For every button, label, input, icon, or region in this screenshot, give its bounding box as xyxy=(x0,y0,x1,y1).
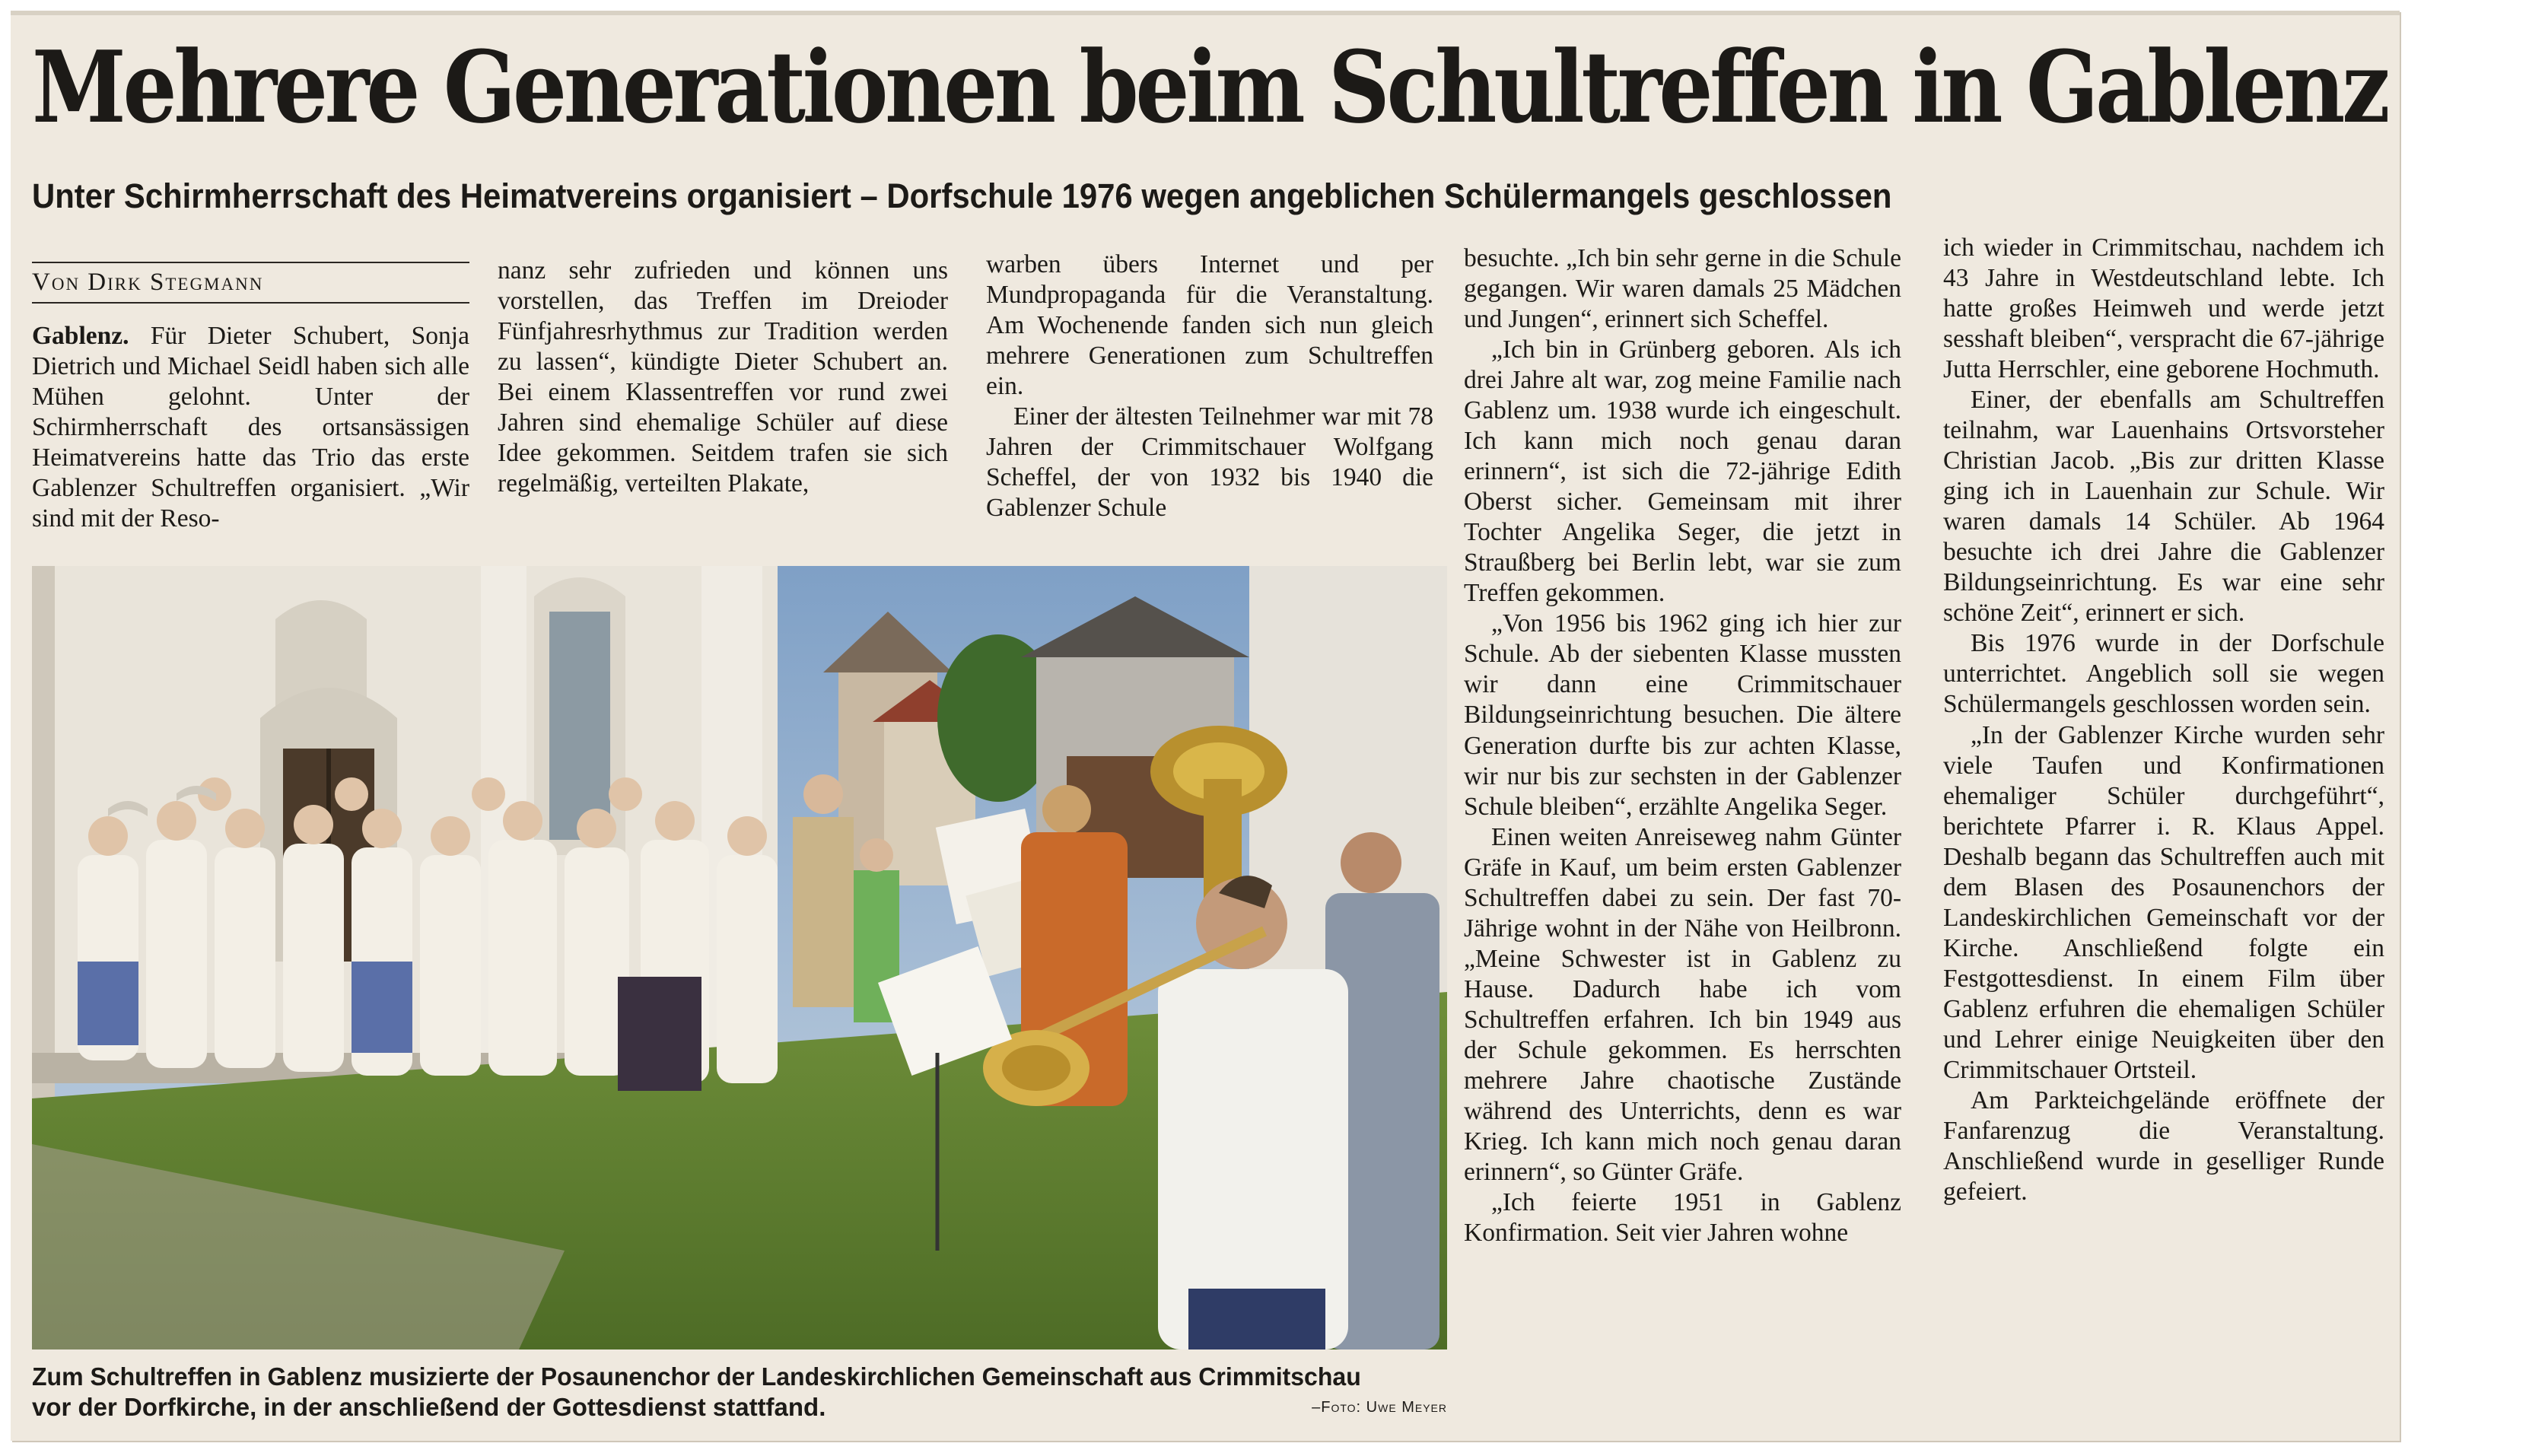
paragraph: „In der Gablenzer Kirche wurden sehr viele Taufen und Konfirmationen ehemaliger Schüler durchgeführt“, berichtete Pfarrer i. R. Klaus Appel. Deshalb begann das Schultreffen auch mit dem Blasen des Posaunenchors der Landeskirchlichen Gemeinschaft vor der Kirche. Anschließend folgte ein Festgottesdienst. In einem Film über Gablenz erfuhren die ehemaligen Schüler und Lehrer einige Neuigkeiten über den Crimmitschauer Ortsteil. xyxy=(1943,720,2384,1084)
headline: Mehrere Generationen beim Schultreffen in Gablenz xyxy=(32,29,2387,145)
paragraph: Am Parkteichgelände eröffnete der Fanfarenzug die Veranstaltung. Anschließend wurde in geselliger Runde gefeiert. xyxy=(1943,1086,2384,1206)
paragraph: ich wieder in Crimmitschau, nachdem ich 43 Jahre in Westdeutschland lebte. Ich hatte großes Heimweh und werde jetzt sesshaft bleiben“, verspracht die 67-jährige Jutta Herrschler, eine geborene Hochmuth. xyxy=(1943,234,2384,384)
column-3 xyxy=(986,250,1433,523)
column-2 xyxy=(498,256,948,499)
column-5 xyxy=(1943,233,2384,1207)
dateline: Gablenz. xyxy=(32,322,129,350)
paragraph: Bis 1976 wurde in der Dorfschule unterrichtet. Angeblich soll sie wegen Schülermangels geschlossen worden sein. xyxy=(1943,629,2384,719)
paragraph: Einer, der ebenfalls am Schultreffen teilnahm, war Lauenhains Ortsvorsteher Christian Jacob. „Bis zur dritten Klasse ging ich in Lauenhain zur Schule. Wir waren damals 14 Schüler. Ab 1964 besuchte ich drei Jahre die Gablenzer Bildungseinrichtung. Es war eine sehr schöne Zeit“, erinnert er sich. xyxy=(1943,386,2384,628)
newspaper-clipping xyxy=(11,11,2400,1441)
column-1 xyxy=(32,321,469,534)
paragraph: „Ich bin in Grünberg geboren. Als ich drei Jahre alt war, zog meine Familie nach Gablenz um. 1938 wurde ich eingeschult. Ich kann mich noch genau daran erinnern“, ist sich die 72-jährige Edith Oberst sicher. Gemeinsam mit ihrer Tochter Angelika Seger, die jetzt in Straußberg bei Berlin lebt, war sie zum Treffen gekommen. xyxy=(1464,335,1901,608)
paragraph: „Von 1956 bis 1962 ging ich hier zur Schule. Ab der siebenten Klasse mussten wir dann eine Crimmitschauer Bildungseinrichtung besuchen. Die ältere Generation durfte bis zur achten Klasse, wir nur bis zur sechsten in der Gablenzer Schule bleiben“, erzählte Angelika Seger. xyxy=(1464,609,1901,821)
paragraph: warben übers Internet und per Mundpropaganda für die Veranstaltung. Am Wochenende fanden sich nun gleich mehrere Generationen zum Schultreffen ein. xyxy=(986,250,1433,401)
subheadline: Unter Schirmherrschaft des Heimatvereins organisiert – Dorfschule 1976 wegen angeblichen Schülermangels geschlossen xyxy=(32,176,1892,215)
paragraph: „Ich feierte 1951 in Gablenz Konfirmation. Seit vier Jahren wohne xyxy=(1464,1187,1901,1247)
byline: Von Dirk Stegmann xyxy=(32,262,469,304)
column-4 xyxy=(1464,243,1901,1248)
paragraph xyxy=(32,321,469,534)
photo-caption xyxy=(32,1362,1447,1423)
caption-line: vor der Dorfkirche, in der anschließend der Gottesdienst stattfand. xyxy=(32,1393,826,1422)
paragraph: Einen weiten Anreiseweg nahm Günter Gräfe in Kauf, um beim ersten Gablenzer Schultreffen dabei zu sein. Der fast 70-Jährige wohnt in der Nähe von Heilbronn. „Meine Schwester ist in Gablenz zu Hause. Dadurch habe ich vom Schultreffen erfahren. Ich bin 1949 aus der Schule gekommen. Es herrschten mehrere Jahre chaotische Zustände während des Unterrichts, denn es war Krieg. Ich kann mich noch genau daran erinnern“, so Günter Gräfe. xyxy=(1464,822,1901,1186)
paragraph: nanz sehr zufrieden und können uns vorstellen, das Treffen im Dreioder Fünfjahresrhythmus zur Tradition werden zu lassen“, kündigte Dieter Schubert an. Bei einem Klassentreffen vor rund zwei Jahren sind ehemalige Schüler auf diese Idee gekommen. Seitdem trafen sie sich regelmäßig, verteilten Plakate, xyxy=(498,256,948,498)
paragraph: Einer der ältesten Teilnehmer war mit 78 Jahren der Crimmitschauer Wolfgang Scheffel, der von 1932 bis 1940 die Gablenzer Schule xyxy=(986,402,1433,523)
caption-line: Zum Schultreffen in Gablenz musizierte der Posaunenchor der Landeskirchlichen Gemeinschaft aus Crimmitschau xyxy=(32,1362,1361,1391)
paragraph-text: Für Dieter Schubert, Sonja Dietrich und Michael Seidl haben sich alle Mühen gelohnt. Unter der Schirmherrschaft des ortsansässigen Heimatvereins hatte das Trio das erste Gablenzer Schultreffen organisiert. „Wir sind mit der Reso- xyxy=(32,322,469,533)
photo-credit: –Foto: Uwe Meyer xyxy=(1312,1399,1447,1416)
article-photo xyxy=(32,566,1447,1350)
photo-choir-and-brass-band xyxy=(32,566,1447,1350)
paragraph: besuchte. „Ich bin sehr gerne in die Schule gegangen. Wir waren damals 25 Mädchen und Jungen“, erinnert sich Scheffel. xyxy=(1464,244,1901,334)
